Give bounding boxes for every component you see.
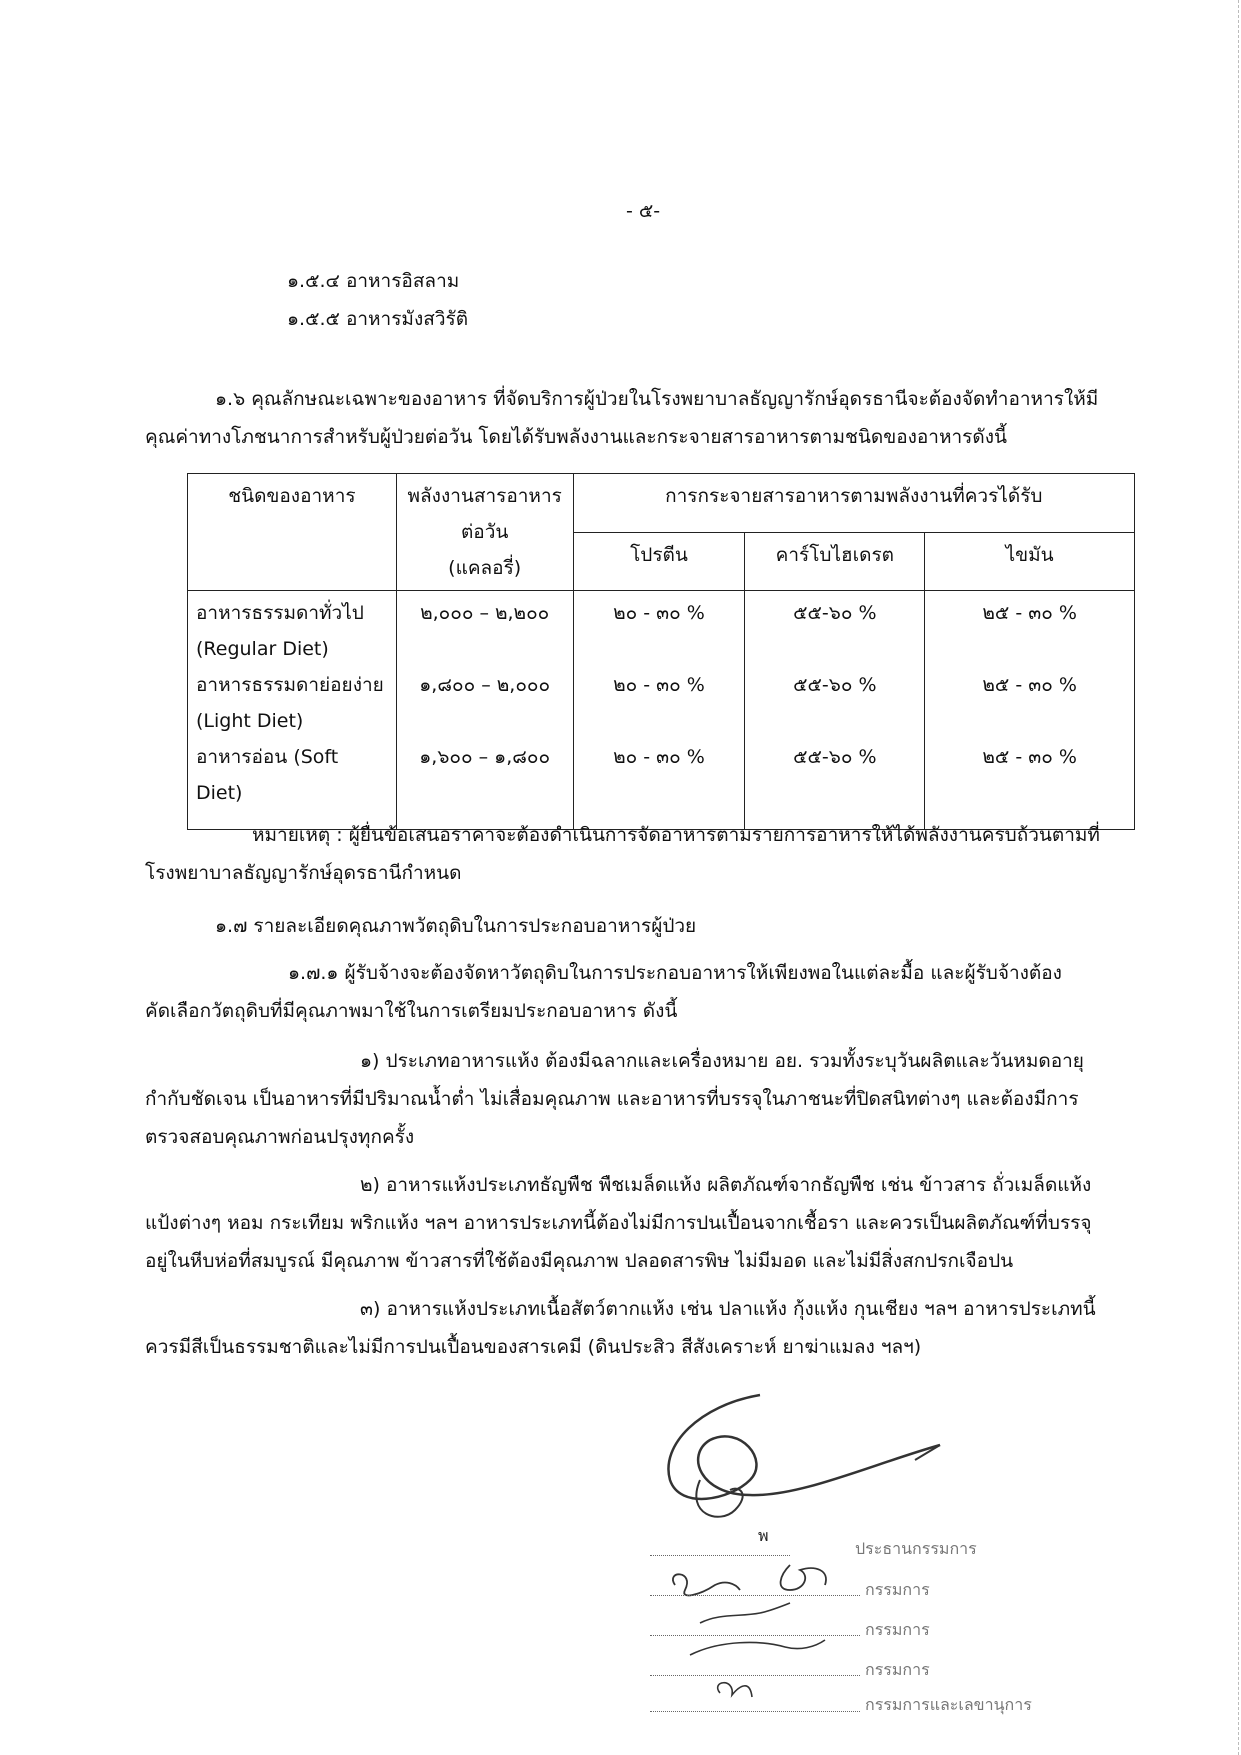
- row3-carb: ๕๕-๖๐ %: [793, 746, 877, 768]
- member2-label: กรรมการ: [865, 1620, 930, 1639]
- member3-label: กรรมการ: [865, 1660, 930, 1679]
- header-energy: [396, 474, 573, 591]
- note-line1: หมายเหตุ : ผู้ยื่นข้อเสนอราคาจะต้องดำเนินการจัดอาหารตามรายการอาหารให้ได้พลังงานครบถ้วนตามที่: [252, 824, 1100, 846]
- row3-energy: ๑,๖๐๐ – ๑,๘๐๐: [419, 746, 551, 768]
- page-number: - ๕-: [626, 200, 661, 222]
- food-type-cell: [188, 591, 397, 830]
- row1-name-en: (Regular Diet): [196, 638, 329, 660]
- item2-line3: อยู่ในหีบห่อที่สมบูรณ์ มีคุณภาพ ข้าวสารที่ใช้ต้องมีคุณภาพ ปลอดสารพิษ ไม่มีมอด และไม่มีสิ่งสกปรกเจือปน: [145, 1250, 1014, 1272]
- item1-line3: ตรวจสอบคุณภาพก่อนปรุงทุกครั้ง: [145, 1126, 415, 1148]
- row3-name-th: อาหารอ่อน (Soft Diet): [196, 746, 339, 804]
- row2-carb: ๕๕-๖๐ %: [793, 674, 877, 696]
- item3-line2: ควรมีสีเป็นธรรมชาติและไม่มีการปนเปื้อนของสารเคมี (ดินประสิว สีสังเคราะห์ ยาฆ่าแมลง ฯลฯ): [145, 1336, 922, 1358]
- secretary-signature-line: [650, 1711, 860, 1712]
- section-1-6-line2: คุณค่าทางโภชนาการสำหรับผู้ป่วยต่อวัน โดยได้รับพลังงานและกระจายสารอาหารตามชนิดของอาหารดังนี้: [145, 426, 1007, 448]
- scan-edge-line: [1237, 0, 1239, 1755]
- list-item-1-5-5: ๑.๕.๕ อาหารมังสวิรัติ: [287, 308, 469, 330]
- header-energy-line1: พลังงานสารอาหาร: [407, 485, 562, 507]
- member2-signature-line: [650, 1635, 860, 1636]
- row2-protein: ๒๐ - ๓๐ %: [613, 674, 705, 696]
- item2-line1: ๒) อาหารแห้งประเภทธัญพืช พืชเมล็ดแห้ง ผลิตภัณฑ์จากธัญพืช เช่น ข้าวสาร ถั่วเมล็ดแห้ง: [360, 1174, 1092, 1196]
- header-distribution: การกระจายสารอาหารตามพลังงานที่ควรได้รับ: [573, 474, 1134, 533]
- header-energy-line2: ต่อวัน: [460, 521, 509, 543]
- carb-cell: [745, 591, 925, 830]
- svg-text:พ: พ: [758, 1526, 769, 1545]
- row1-protein: ๒๐ - ๓๐ %: [613, 602, 705, 624]
- item2-line2: แป้งต่างๆ หอม กระเทียม พริกแห้ง ฯลฯ อาหารประเภทนี้ต้องไม่มีการปนเปื้อนจากเชื้อรา และควรเป็นผลิตภัณฑ์ที่บรรจุ: [145, 1212, 1092, 1234]
- row2-energy: ๑,๘๐๐ – ๒,๐๐๐: [419, 674, 551, 696]
- member1-label: กรรมการ: [865, 1580, 930, 1599]
- row2-name-th: อาหารธรรมดาย่อยง่าย: [196, 674, 384, 696]
- chairman-label: ประธานกรรมการ: [855, 1539, 977, 1558]
- nutrition-table: [187, 473, 1135, 830]
- section-1-7-1-line1: ๑.๗.๑ ผู้รับจ้างจะต้องจัดหาวัตถุดิบในการประกอบอาหารให้เพียงพอในแต่ละมื้อ และผู้รับจ้างต้อง: [288, 962, 1062, 984]
- header-protein: โปรตีน: [573, 532, 745, 591]
- chairman-signature-line: [650, 1555, 790, 1556]
- energy-cell: [396, 591, 573, 830]
- header-carbohydrate: คาร์โบไฮเดรต: [745, 532, 925, 591]
- item3-line1: ๓) อาหารแห้งประเภทเนื้อสัตว์ตากแห้ง เช่น ปลาแห้ง กุ้งแห้ง กุนเชียง ฯลฯ อาหารประเภทนี้: [360, 1298, 1096, 1320]
- row2-fat: ๒๕ - ๓๐ %: [982, 674, 1077, 696]
- section-1-7-heading: ๑.๗ รายละเอียดคุณภาพวัตถุดิบในการประกอบอาหารผู้ป่วย: [215, 915, 697, 937]
- item1-line2: กำกับชัดเจน เป็นอาหารที่มีปริมาณน้ำต่ำ ไม่เสื่อมคุณภาพ และอาหารที่บรรจุในภาชนะที่ปิดสนิทต่างๆ และต้องมีการ: [145, 1088, 1079, 1110]
- protein-cell: [573, 591, 745, 830]
- list-item-1-5-4: ๑.๕.๔ อาหารอิสลาม: [287, 270, 460, 292]
- row1-fat: ๒๕ - ๓๐ %: [982, 602, 1077, 624]
- member1-signature-line: [650, 1595, 860, 1596]
- row3-protein: ๒๐ - ๓๐ %: [613, 746, 705, 768]
- row1-name-th: อาหารธรรมดาทั่วไป: [196, 602, 364, 624]
- item1-line1: ๑) ประเภทอาหารแห้ง ต้องมีฉลากและเครื่องหมาย อย. รวมทั้งระบุวันผลิตและวันหมดอายุ: [360, 1050, 1084, 1072]
- fat-cell: [925, 591, 1135, 830]
- row3-fat: ๒๕ - ๓๐ %: [982, 746, 1077, 768]
- note-line2: โรงพยาบาลธัญญารักษ์อุดรธานีกำหนด: [145, 862, 462, 884]
- row2-name-en: (Light Diet): [196, 710, 304, 732]
- row1-carb: ๕๕-๖๐ %: [793, 602, 877, 624]
- header-fat: ไขมัน: [925, 532, 1135, 591]
- header-food-type: ชนิดของอาหาร: [188, 474, 397, 591]
- table-body-row: [188, 591, 1135, 830]
- header-energy-line3: (แคลอรี่): [448, 557, 522, 579]
- section-1-6-line1: ๑.๖ คุณลักษณะเฉพาะของอาหาร ที่จัดบริการผู้ป่วยในโรงพยาบาลธัญญารักษ์อุดรธานีจะต้องจัดทำอาหารให้มี: [215, 388, 1099, 410]
- signature-block: [640, 1385, 1100, 1715]
- section-1-7-1-line2: คัดเลือกวัตถุดิบที่มีคุณภาพมาใช้ในการเตรียมประกอบอาหาร ดังนี้: [145, 1000, 678, 1022]
- table-header-row: [188, 474, 1135, 533]
- member3-signature-line: [650, 1675, 860, 1676]
- secretary-label: กรรมการและเลขานุการ: [865, 1695, 1032, 1714]
- row1-energy: ๒,๐๐๐ – ๒,๒๐๐: [420, 602, 550, 624]
